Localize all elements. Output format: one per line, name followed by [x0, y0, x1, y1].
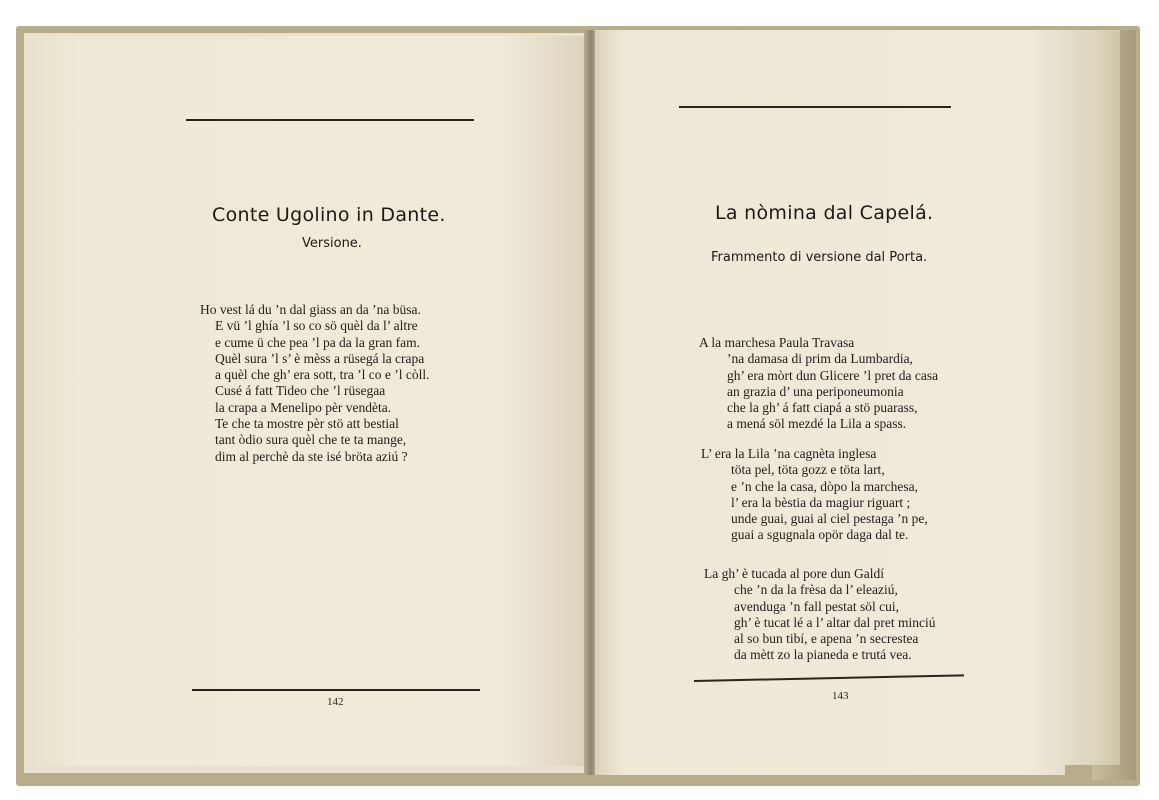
poem-line: da mètt zo la pianeda e trutá vea. [734, 647, 912, 663]
left-page-subtitle: Versione. [302, 236, 362, 251]
poem-line: e ’n che la casa, dòpo la marchesa, [731, 478, 919, 494]
poem-line: Te che ta mostre pèr stö att bestial [215, 416, 399, 432]
right-page-title: La nòmina dal Capelá. [715, 202, 934, 224]
poem-line: gh’ è tucat lé a l’ altar dal pret minciú [734, 614, 936, 630]
right-stanza-2 [701, 446, 928, 544]
right-page-stack [1060, 30, 1120, 765]
poem-line: e cume ü che pea ’l pa da la gran fam. [215, 334, 421, 350]
left-poem [200, 302, 430, 465]
poem-line: ’na damasa di prim da Lumbardia, [727, 351, 913, 367]
poem-line: che la gh’ á fatt ciapá a stö puarass, [727, 400, 918, 416]
poem-line: guai a sgugnala opör daga dal te. [731, 527, 909, 543]
poem-line: unde guai, guai al ciel pestaga ’n pe, [731, 511, 928, 527]
poem-line: tant òdio sura quèl che te ta mange, [215, 432, 407, 448]
poem-line: A la marchesa Paula Travasa [699, 335, 855, 350]
poem-line: E vü ’l ghía ’l so co sö quèl da l’ altre [215, 318, 418, 334]
poem-line: al so bun tibí, e apena ’n secrestea [734, 631, 919, 647]
right-page-subtitle: Frammento di versione dal Porta. [711, 250, 928, 265]
poem-line: che ’n da la frèsa da l’ eleaziú, [734, 582, 898, 598]
poem-line: la crapa a Menelipo pèr vendèta. [215, 399, 392, 415]
poem-line: l’ era la bèstia da magiur riguart ; [731, 494, 911, 510]
poem-line: La gh’ è tucada al pore dun Galdí [704, 566, 885, 581]
right-page-number: 143 [832, 690, 849, 702]
poem-line: dim al perchè da ste isé bröta aziú ? [215, 448, 408, 464]
left-bottom-rule [192, 689, 480, 691]
right-top-rule [679, 106, 951, 108]
poem-line: a mená söl mezdé la Lila a spass. [727, 416, 907, 432]
poem-line: Cusé á fatt Tideo che ’l rüsegaa [215, 383, 386, 399]
right-stanza-1 [699, 335, 938, 433]
left-page-title: Conte Ugolino in Dante. [212, 204, 446, 226]
left-page-number: 142 [327, 696, 344, 708]
poem-line: töta pel, töta gozz e töta lart, [731, 462, 885, 478]
poem-line: gh’ era mòrt dun Glicere ’l pret da casa [727, 367, 939, 383]
poem-line: Quèl sura ’l s’ è mèss a rüsegá la crapa [215, 350, 425, 366]
poem-line: avenduga ’n fall pestat söl cui, [734, 598, 899, 614]
poem-line: an grazia d’ una periponeumonia [727, 383, 904, 399]
poem-line: L’ era la Lila ’na cagnèta inglesa [701, 446, 877, 461]
right-stanza-3 [704, 566, 936, 664]
poem-line: a quèl che gh’ era sott, tra ’l co e ’l còll. [215, 367, 430, 383]
poem-line: Ho vest lá du ’n dal giass an da ’na büsa. [200, 302, 421, 317]
left-top-rule [186, 119, 474, 121]
